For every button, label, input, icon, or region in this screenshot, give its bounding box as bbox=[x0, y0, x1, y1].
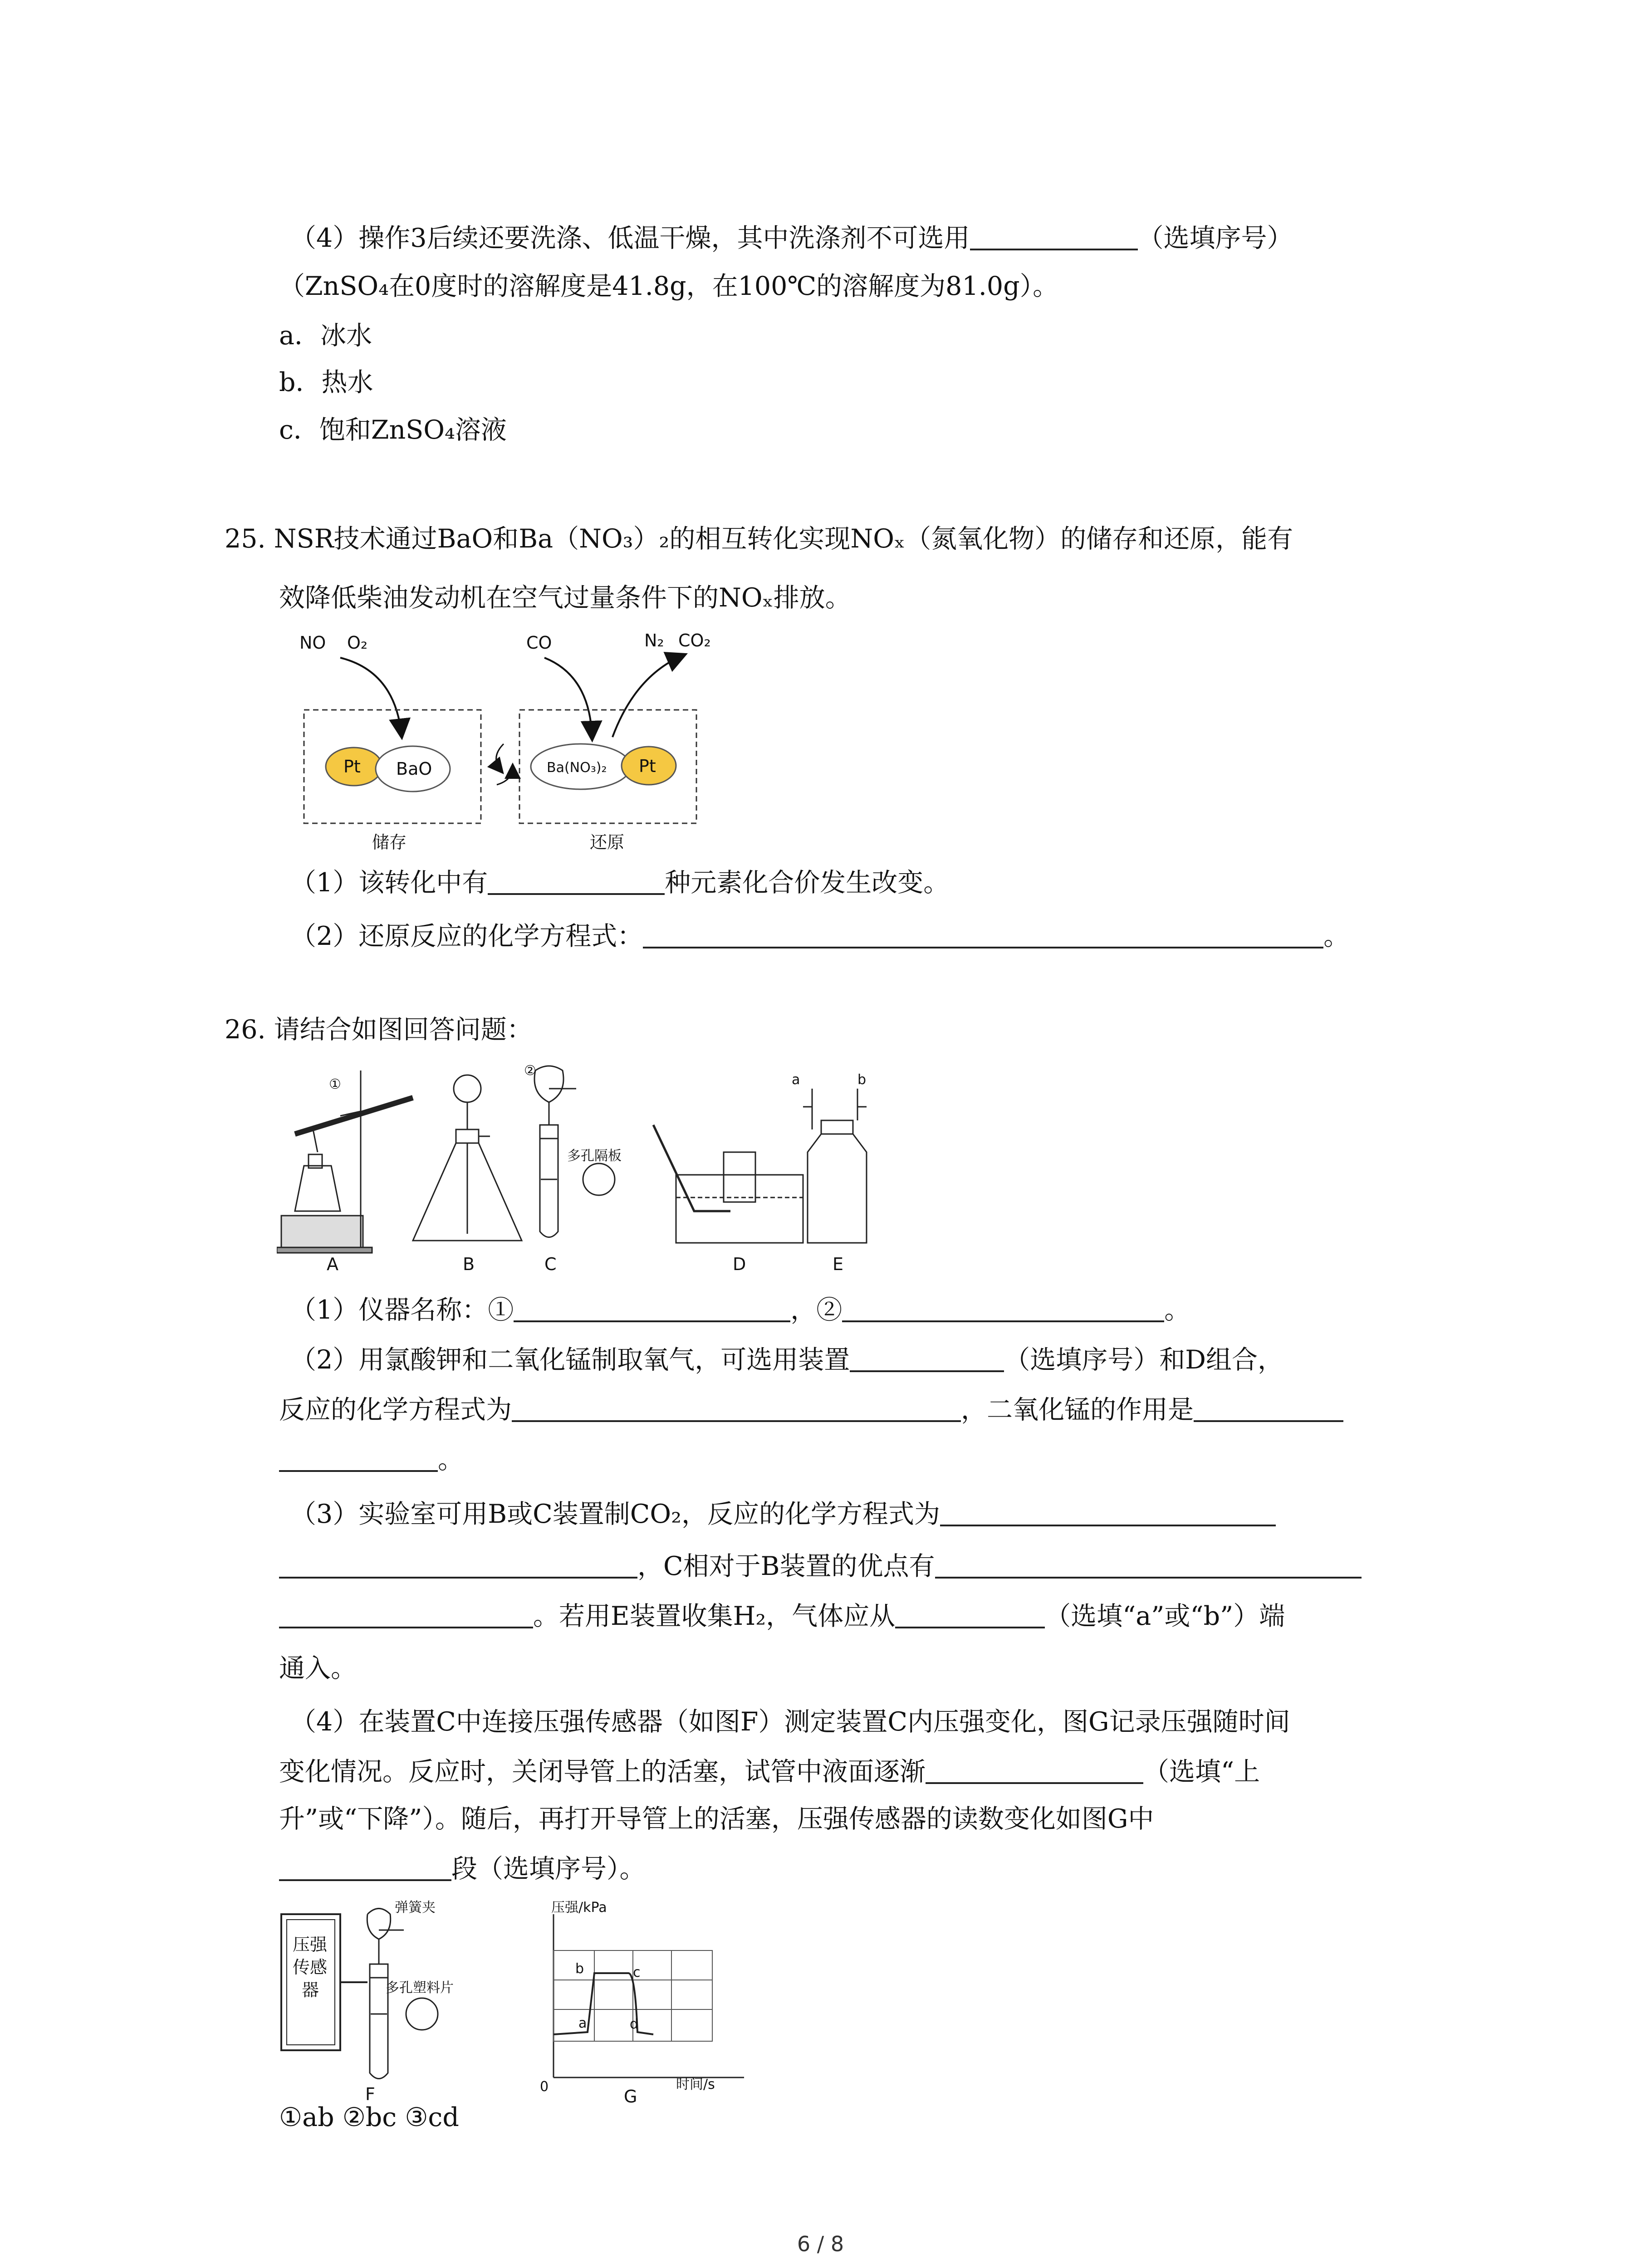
apparatus-b bbox=[413, 1075, 522, 1241]
label-e: E bbox=[833, 1254, 844, 1274]
label-n2: N₂ bbox=[644, 631, 664, 650]
figure-g-label: G bbox=[624, 2087, 637, 2105]
figure-g-point-c: c bbox=[633, 1965, 641, 1980]
label-co2: CO₂ bbox=[678, 631, 711, 650]
answer-blank[interactable] bbox=[842, 1298, 1164, 1322]
label-c: C bbox=[544, 1254, 557, 1274]
answer-blank[interactable] bbox=[512, 1398, 961, 1422]
reduce-label: 还原 bbox=[590, 832, 625, 852]
q26-p4-line1: （4）在装置C中连接压强传感器（如图F）测定装置C内压强变化，图G记录压强随时间 bbox=[290, 1707, 1290, 1737]
label-o2: O₂ bbox=[347, 633, 368, 653]
q26-p4-line4: 段（选填序号）。 bbox=[279, 1856, 646, 1882]
nsr-diagram bbox=[290, 621, 753, 857]
figure-g-point-d: d bbox=[630, 2016, 639, 2032]
answer-blank[interactable] bbox=[935, 1554, 1362, 1579]
instrument-2-marker: ② bbox=[524, 1063, 536, 1079]
label-d: D bbox=[733, 1254, 746, 1274]
apparatus-e bbox=[803, 1089, 867, 1243]
answer-blank[interactable] bbox=[488, 870, 665, 895]
figure-g-ylabel: 压强/kPa bbox=[551, 1900, 607, 1916]
answer-blank[interactable] bbox=[895, 1604, 1045, 1628]
q26-p4-line2: 变化情况。反应时，关闭导管上的活塞，试管中液面逐渐 （选填“上 bbox=[279, 1757, 1260, 1787]
q25-stem-line2: 效降低柴油发动机在空气过量条件下的NOₓ排放。 bbox=[279, 583, 851, 613]
figure-g-xlabel: 时间/s bbox=[676, 2077, 715, 2092]
bao-label: BaO bbox=[396, 759, 432, 779]
figure-g-point-a: a bbox=[578, 2015, 587, 2031]
answer-blank[interactable] bbox=[279, 1604, 533, 1628]
answer-blank[interactable] bbox=[940, 1502, 1276, 1526]
answer-blank[interactable] bbox=[850, 1348, 1004, 1372]
q24-option-a: a．冰水 bbox=[279, 321, 372, 351]
q26-p3-line4: 通入。 bbox=[279, 1653, 357, 1683]
sensor-label-1: 压强 bbox=[293, 1935, 328, 1955]
q26-p3-line1: （3）实验室可用B或C装置制CO₂，反应的化学方程式为 bbox=[290, 1501, 1276, 1527]
sensor-label-2: 传感 bbox=[293, 1957, 328, 1977]
page-number: 6 / 8 bbox=[797, 2232, 844, 2256]
answer-blank[interactable] bbox=[514, 1298, 790, 1322]
label-b: B bbox=[463, 1254, 475, 1274]
q26-p3-line3: 。若用E装置收集H₂，气体应从 （选填“a”或“b”）端 bbox=[279, 1603, 1285, 1629]
label-no: NO bbox=[299, 633, 326, 653]
port-a-label: a bbox=[792, 1072, 800, 1088]
label-co: CO bbox=[526, 633, 552, 653]
pt-label-1: Pt bbox=[343, 757, 361, 777]
apparatus-a bbox=[277, 1070, 413, 1253]
porous-plastic-label: 多孔塑料片 bbox=[386, 1980, 454, 1996]
figure-g-point-b: b bbox=[575, 1961, 584, 1977]
figure-f bbox=[277, 1896, 549, 2105]
figure-g-chart bbox=[531, 1896, 767, 2105]
q26-p2-line1: （2）用氯酸钾和二氧化锰制取氧气，可选用装置 （选填序号）和D组合， bbox=[290, 1345, 1283, 1375]
answer-blank[interactable] bbox=[643, 924, 1323, 948]
answer-blank[interactable] bbox=[279, 1447, 438, 1472]
answer-blank[interactable] bbox=[926, 1760, 1143, 1784]
instrument-1-marker: ① bbox=[329, 1076, 341, 1092]
q26-p4-line3: 升”或“下降”）。随后，再打开导管上的活塞，压强传感器的读数变化如图G中 bbox=[279, 1804, 1154, 1834]
port-b-label: b bbox=[857, 1072, 867, 1088]
q26-stem: 26. 请结合如图回答问题： bbox=[225, 1015, 533, 1045]
apparatus-diagram bbox=[277, 1061, 1003, 1275]
q24-p4-text: （4）操作3后续还要洗涤、低温干燥，其中洗涤剂不可选用 （选填序号） bbox=[290, 223, 1293, 253]
spring-clip-label: 弹簧夹 bbox=[395, 1900, 436, 1916]
q25-p1: （1）该转化中有 种元素化合价发生改变。 bbox=[290, 868, 950, 898]
store-label: 储存 bbox=[372, 832, 407, 852]
q24-option-b: b．热水 bbox=[279, 367, 373, 397]
q25-p2: （2）还原反应的化学方程式： 。 bbox=[290, 921, 1350, 951]
apparatus-d bbox=[653, 1125, 803, 1243]
q25-stem-line1: 25. NSR技术通过BaO和Ba（NO₃）₂的相互转化实现NOₓ（氮氧化物）的储存和还原，能有 bbox=[225, 524, 1293, 554]
q26-p3-line2: ，C相对于B装置的优点有 bbox=[279, 1554, 1362, 1579]
pt-label-2: Pt bbox=[639, 756, 656, 776]
q24-p4-note: （ZnSO₄在0度时的溶解度是41.8g，在100℃的溶解度为81.0g）。 bbox=[279, 271, 1059, 301]
label-a: A bbox=[327, 1254, 338, 1274]
figure-f-label: F bbox=[365, 2084, 375, 2104]
q26-p2-line2: 反应的化学方程式为 ，二氧化锰的作用是 bbox=[279, 1397, 1343, 1423]
answer-blank[interactable] bbox=[279, 1554, 637, 1579]
q26-p2-line3: 。 bbox=[279, 1447, 464, 1473]
answer-blank[interactable] bbox=[279, 1857, 451, 1881]
answer-blank[interactable] bbox=[1194, 1398, 1343, 1422]
q24-option-c: c．饱和ZnSO₄溶液 bbox=[279, 415, 507, 445]
bano3-label: Ba(NO₃)₂ bbox=[547, 760, 607, 776]
q26-p1: （1）仪器名称：① ，② 。 bbox=[290, 1295, 1190, 1325]
q26-options: ①ab ②bc ③cd bbox=[279, 2102, 459, 2132]
sensor-label-3: 器 bbox=[302, 1980, 319, 2000]
porous-plate-label: 多孔隔板 bbox=[567, 1148, 622, 1164]
figure-g-origin: 0 bbox=[540, 2079, 549, 2095]
answer-blank[interactable] bbox=[970, 226, 1138, 250]
